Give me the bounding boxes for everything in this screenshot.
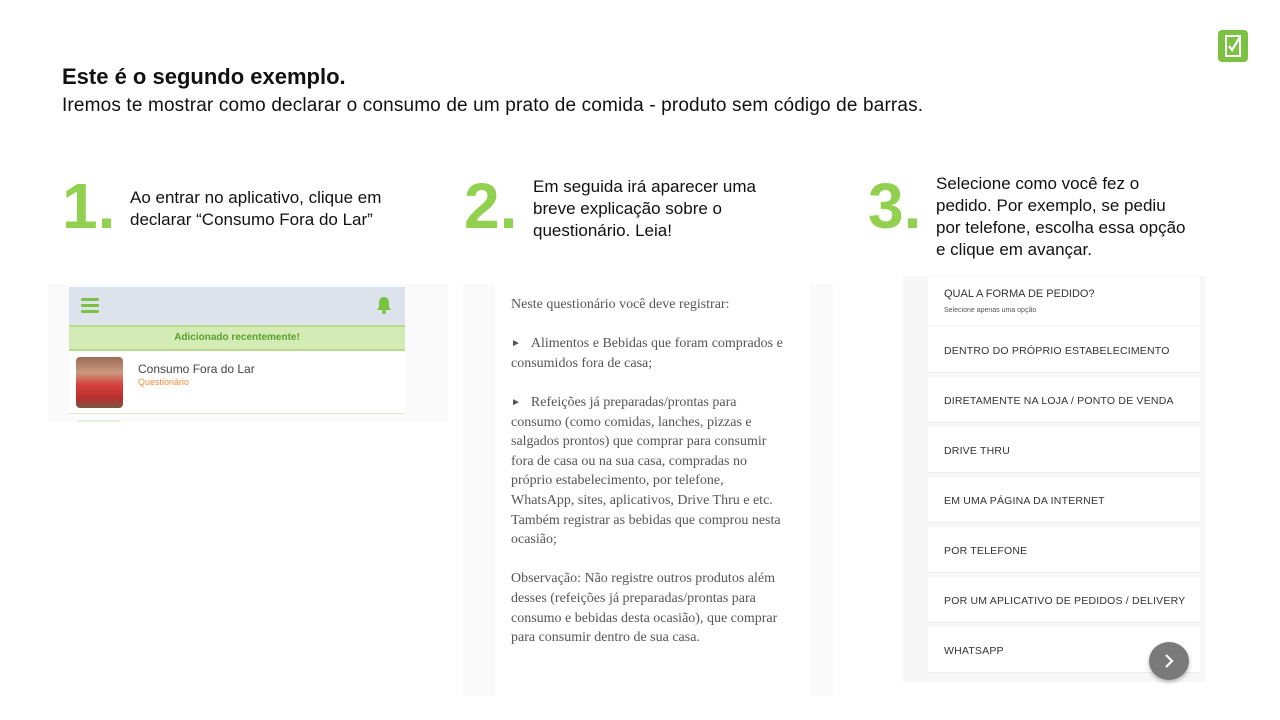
item-title: Consumo Fora do Lar bbox=[138, 362, 255, 376]
checklist-logo-icon bbox=[1218, 30, 1248, 62]
step-3-text: Selecione como você fez o pedido. Por exemplo, se pediu por telefone, escolha essa opção e clique em avançar. bbox=[936, 174, 1186, 259]
item-subtitle: Questionário bbox=[138, 377, 190, 387]
divider bbox=[78, 420, 120, 422]
question-title: QUAL A FORMA DE PEDIDO? bbox=[944, 288, 1095, 300]
question-header bbox=[928, 277, 1200, 325]
option-whatsapp[interactable]: WHATSAPP bbox=[928, 627, 1200, 673]
step-2-text: Em seguida irá aparecer uma breve explicação sobre o questionário. Leia! bbox=[533, 177, 757, 240]
step-1-number: 1. bbox=[62, 170, 116, 242]
option-dentro-estabelecimento[interactable]: DENTRO DO PRÓPRIO ESTABELECIMENTO bbox=[928, 327, 1200, 373]
explanation-text: Neste questionário você deve registrar: ► Alimentos e Bebidas que foram comprados e consumidos fora de casa; ► Refeições já preparadas/prontas para consumo (como comidas, lanches, pizzas e salgados prontos) que comprar para consumir fora de casa ou na sua casa, compradas no próprio estabelecimento, por telefone, WhatsApp, sites, aplicativos, Drive Thru e etc. Também registrar as bebidas que comprou nesta ocasião; Observação: Não registre outros produtos além desses (refeições já preparadas/prontas para consumo e bebidas desta ocasião), que comprar para consumir dentro de sua casa. bbox=[511, 297, 783, 646]
option-diretamente-loja[interactable]: DIRETAMENTE NA LOJA / PONTO DE VENDA bbox=[928, 377, 1200, 423]
triangle-bullet-icon: ► bbox=[511, 396, 521, 408]
chevron-right-icon bbox=[1162, 654, 1176, 668]
recently-added-section: Adicionado recentemente! bbox=[69, 325, 405, 351]
step-3-number: 3. bbox=[868, 170, 922, 242]
page-subtitle: Iremos te mostrar como declarar o consumo de um prato de comida - produto sem código de barras. bbox=[62, 95, 924, 116]
next-button[interactable] bbox=[1149, 642, 1189, 680]
option-telefone[interactable]: POR TELEFONE bbox=[928, 527, 1200, 573]
divider bbox=[69, 413, 405, 414]
app-bar bbox=[69, 287, 405, 325]
bell-icon[interactable] bbox=[376, 296, 392, 314]
avatar bbox=[76, 357, 123, 408]
step-1-text: Ao entrar no aplicativo, clique em declarar “Consumo Fora do Lar” bbox=[130, 188, 382, 229]
page-title: Este é o segundo exemplo. bbox=[62, 64, 346, 89]
option-drive-thru[interactable]: DRIVE THRU bbox=[928, 427, 1200, 473]
question-hint: Selecione apenas uma opção bbox=[944, 307, 1037, 314]
step-2-number: 2. bbox=[464, 170, 518, 242]
hamburger-menu-icon[interactable] bbox=[81, 298, 99, 312]
option-aplicativo-delivery[interactable]: POR UM APLICATIVO DE PEDIDOS / DELIVERY bbox=[928, 577, 1200, 623]
option-pagina-internet[interactable]: EM UMA PÁGINA DA INTERNET bbox=[928, 477, 1200, 523]
triangle-bullet-icon: ► bbox=[511, 338, 521, 350]
